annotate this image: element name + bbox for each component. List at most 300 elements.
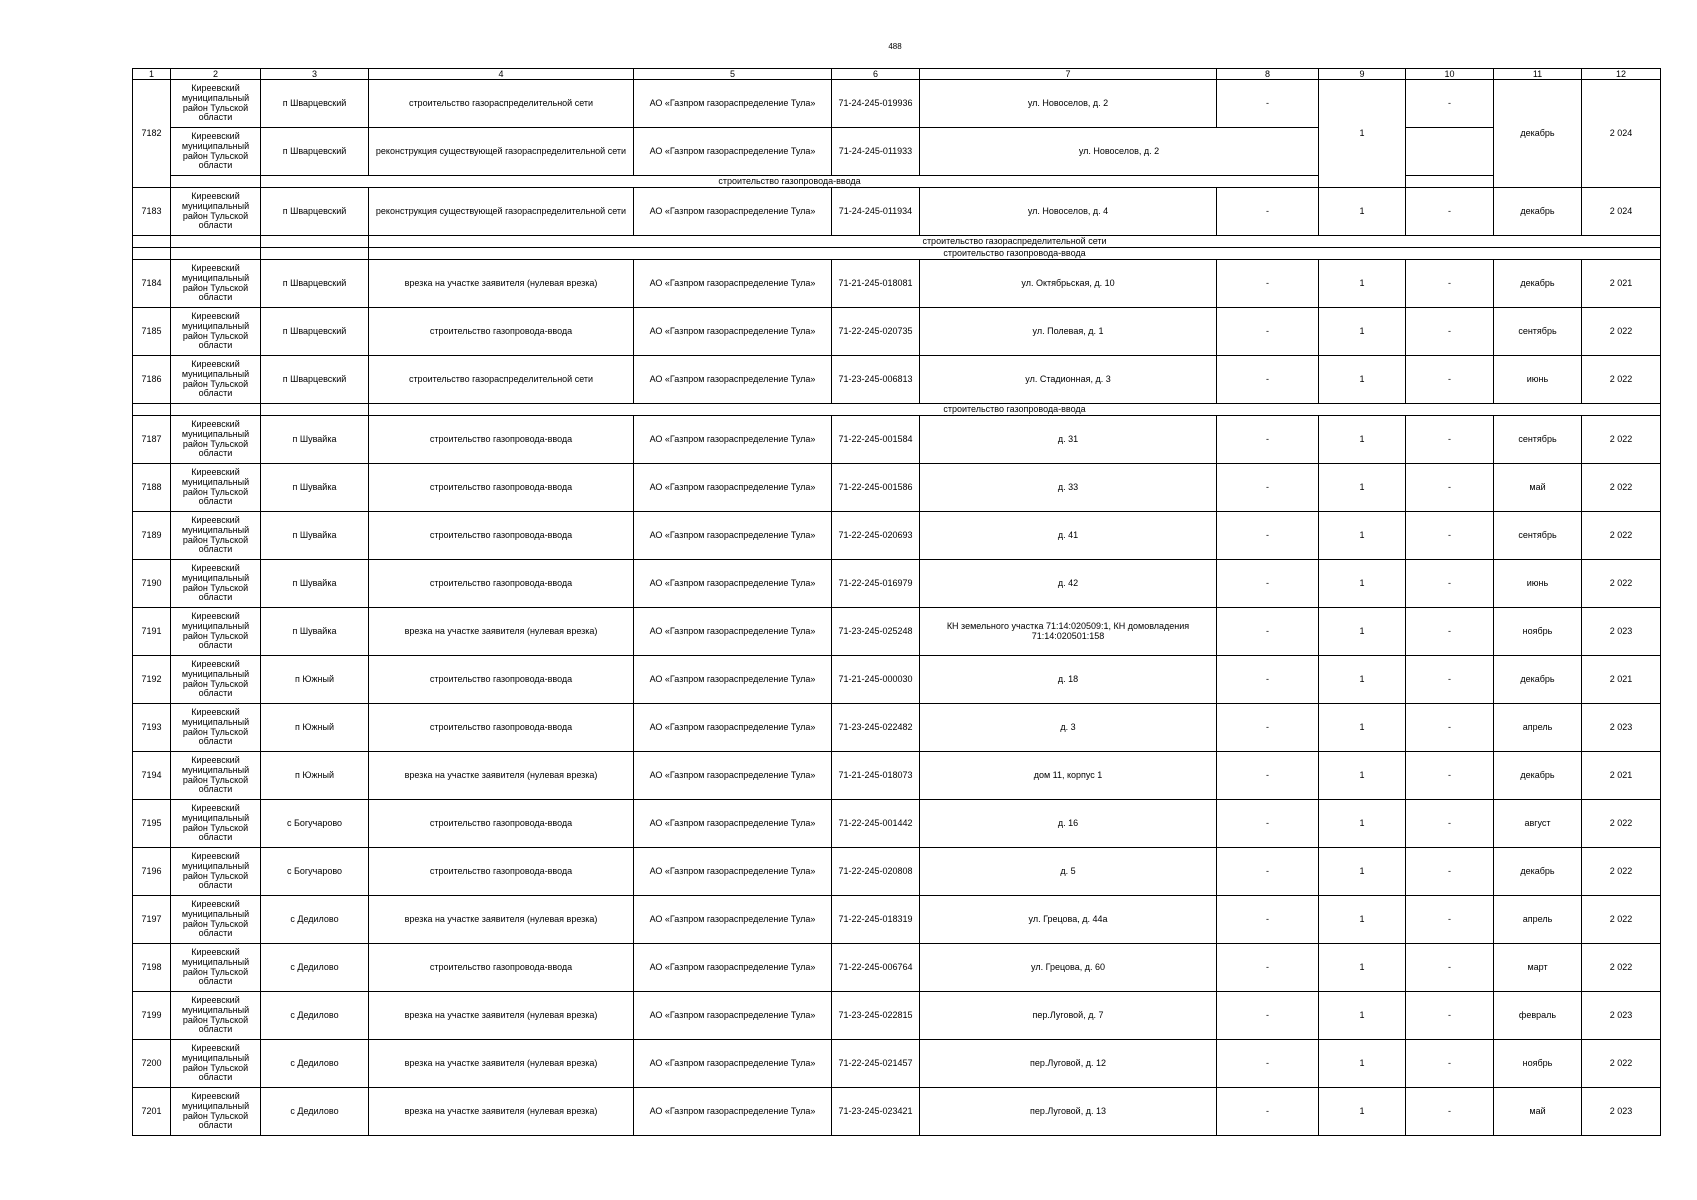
- settlement-cell: п Шварцевский: [261, 188, 369, 236]
- district-cell: Киреевский муниципальный район Тульской области: [171, 992, 261, 1040]
- year-cell: 2 021: [1582, 260, 1661, 308]
- company-cell: АО «Газпром газораспределение Тула»: [634, 752, 832, 800]
- col9-cell: 1: [1319, 752, 1406, 800]
- empty-cell: [171, 404, 261, 416]
- application-code-cell: 71-23-245-023421: [832, 1088, 920, 1136]
- table-row: [133, 1088, 1661, 1136]
- company-cell: АО «Газпром газораспределение Тула»: [634, 848, 832, 896]
- table-row: [133, 896, 1661, 944]
- month-cell: декабрь: [1494, 848, 1582, 896]
- company-cell: АО «Газпром газораспределение Тула»: [634, 560, 832, 608]
- district-cell: Киреевский муниципальный район Тульской области: [171, 512, 261, 560]
- col9-cell: 1: [1319, 1088, 1406, 1136]
- company-cell: АО «Газпром газораспределение Тула»: [634, 80, 832, 128]
- address-cell: пер.Луговой, д. 13: [920, 1088, 1217, 1136]
- district-cell: Киреевский муниципальный район Тульской области: [171, 800, 261, 848]
- district-cell: Киреевский муниципальный район Тульской области: [171, 656, 261, 704]
- settlement-cell: п Южный: [261, 656, 369, 704]
- column-header: 10: [1406, 69, 1494, 80]
- year-cell: 2 021: [1582, 656, 1661, 704]
- company-cell: АО «Газпром газораспределение Тула»: [634, 896, 832, 944]
- address-cell: КН земельного участка 71:14:020509:1, КН домовладения 71:14:020501:158: [920, 608, 1217, 656]
- column-header: 12: [1582, 69, 1661, 80]
- table-row: [133, 464, 1661, 512]
- settlement-cell: п Шварцевский: [261, 308, 369, 356]
- col8-cell: -: [1217, 1088, 1319, 1136]
- district-cell: Киреевский муниципальный район Тульской области: [171, 128, 261, 176]
- record-number: 7188: [133, 464, 171, 512]
- application-code-cell: 71-22-245-016979: [832, 560, 920, 608]
- table-row: [133, 560, 1661, 608]
- record-number: 7195: [133, 800, 171, 848]
- gas-connection-table: [132, 68, 1661, 1136]
- col8-cell: -: [1217, 896, 1319, 944]
- year-cell: 2 022: [1582, 416, 1661, 464]
- table-row: [133, 356, 1661, 404]
- company-cell: АО «Газпром газораспределение Тула»: [634, 512, 832, 560]
- col10-cell: -: [1406, 848, 1494, 896]
- address-cell: д. 5: [920, 848, 1217, 896]
- company-cell: АО «Газпром газораспределение Тула»: [634, 704, 832, 752]
- application-code-cell: 71-22-245-021457: [832, 1040, 920, 1088]
- month-cell: сентябрь: [1494, 308, 1582, 356]
- address-cell: пер.Луговой, д. 12: [920, 1040, 1217, 1088]
- address-cell: ул. Грецова, д. 44а: [920, 896, 1217, 944]
- col9-cell: 1: [1319, 1040, 1406, 1088]
- month-cell: декабрь: [1494, 656, 1582, 704]
- col9-cell: 1: [1319, 656, 1406, 704]
- record-number: 7190: [133, 560, 171, 608]
- table-row: [133, 1040, 1661, 1088]
- company-cell: АО «Газпром газораспределение Тула»: [634, 1088, 832, 1136]
- column-header: 7: [920, 69, 1217, 80]
- col10-cell: -: [1406, 704, 1494, 752]
- application-code-cell: 71-22-245-001586: [832, 464, 920, 512]
- month-cell: декабрь: [1494, 260, 1582, 308]
- record-number: 7193: [133, 704, 171, 752]
- settlement-cell: п Шварцевский: [261, 80, 369, 128]
- address-cell: пер.Луговой, д. 7: [920, 992, 1217, 1040]
- empty-cell: [261, 248, 369, 260]
- col9-cell: 1: [1319, 464, 1406, 512]
- settlement-cell: с Дедилово: [261, 992, 369, 1040]
- application-code-cell: 71-22-245-001584: [832, 416, 920, 464]
- month-cell: сентябрь: [1494, 512, 1582, 560]
- work-type-cell: строительство газопровода-ввода: [369, 704, 634, 752]
- table-row: [133, 416, 1661, 464]
- month-cell: декабрь: [1494, 80, 1582, 188]
- district-cell: Киреевский муниципальный район Тульской области: [171, 848, 261, 896]
- month-cell: сентябрь: [1494, 416, 1582, 464]
- column-header: 3: [261, 69, 369, 80]
- table-row: [133, 188, 1661, 236]
- subheading-cell: строительство газопровода-ввода: [369, 404, 1661, 416]
- district-cell: Киреевский муниципальный район Тульской области: [171, 80, 261, 128]
- district-cell: Киреевский муниципальный район Тульской области: [171, 260, 261, 308]
- page-number: 488: [888, 42, 902, 51]
- work-type-cell: врезка на участке заявителя (нулевая врезка): [369, 1040, 634, 1088]
- record-number: 7196: [133, 848, 171, 896]
- settlement-cell: с Богучарово: [261, 800, 369, 848]
- subheading-row: [133, 176, 1661, 188]
- empty-cell: [133, 404, 171, 416]
- empty-cell: [1406, 176, 1494, 188]
- company-cell: АО «Газпром газораспределение Тула»: [634, 992, 832, 1040]
- empty-cell: [133, 248, 171, 260]
- company-cell: АО «Газпром газораспределение Тула»: [634, 800, 832, 848]
- col10-cell: -: [1406, 308, 1494, 356]
- company-cell: АО «Газпром газораспределение Тула»: [634, 416, 832, 464]
- col9-cell: 1: [1319, 704, 1406, 752]
- table-row: [133, 80, 1661, 128]
- address-cell: д. 16: [920, 800, 1217, 848]
- year-cell: 2 022: [1582, 308, 1661, 356]
- month-cell: август: [1494, 800, 1582, 848]
- month-cell: ноябрь: [1494, 608, 1582, 656]
- settlement-cell: п Шувайка: [261, 560, 369, 608]
- work-type-cell: строительство газораспределительной сети: [369, 356, 634, 404]
- column-header: 8: [1217, 69, 1319, 80]
- col10-cell: -: [1406, 944, 1494, 992]
- application-code-cell: 71-24-245-011933: [832, 128, 920, 176]
- year-cell: 2 023: [1582, 1088, 1661, 1136]
- address-cell: д. 41: [920, 512, 1217, 560]
- record-number: 7197: [133, 896, 171, 944]
- month-cell: май: [1494, 464, 1582, 512]
- work-type-cell: строительство газопровода-ввода: [369, 944, 634, 992]
- table-row: [133, 512, 1661, 560]
- company-cell: АО «Газпром газораспределение Тула»: [634, 356, 832, 404]
- month-cell: май: [1494, 1088, 1582, 1136]
- col9-cell: 1: [1319, 188, 1406, 236]
- settlement-cell: п Южный: [261, 704, 369, 752]
- column-header: 2: [171, 69, 261, 80]
- col8-cell: -: [1217, 260, 1319, 308]
- year-cell: 2 024: [1582, 80, 1661, 188]
- col9-cell: 1: [1319, 560, 1406, 608]
- address-cell: д. 3: [920, 704, 1217, 752]
- work-type-cell: строительство газопровода-ввода: [369, 800, 634, 848]
- col8-cell: -: [1217, 560, 1319, 608]
- empty-cell: [171, 248, 261, 260]
- col10-cell: -: [1406, 512, 1494, 560]
- district-cell: Киреевский муниципальный район Тульской области: [171, 752, 261, 800]
- settlement-cell: п Шварцевский: [261, 260, 369, 308]
- table-row: [133, 656, 1661, 704]
- work-type-cell: строительство газопровода-ввода: [369, 656, 634, 704]
- work-type-cell: строительство газопровода-ввода: [369, 416, 634, 464]
- col10-cell: -: [1406, 416, 1494, 464]
- application-code-cell: 71-22-245-006764: [832, 944, 920, 992]
- empty-cell: [133, 236, 171, 248]
- record-number: 7186: [133, 356, 171, 404]
- col9-cell: 1: [1319, 848, 1406, 896]
- settlement-cell: с Дедилово: [261, 944, 369, 992]
- address-cell: ул. Полевая, д. 1: [920, 308, 1217, 356]
- record-number: 7184: [133, 260, 171, 308]
- subheading-cell: строительство газопровода-ввода: [261, 176, 1319, 188]
- application-code-cell: 71-24-245-019936: [832, 80, 920, 128]
- application-code-cell: 71-23-245-025248: [832, 608, 920, 656]
- table-row: [133, 992, 1661, 1040]
- settlement-cell: с Богучарово: [261, 848, 369, 896]
- work-type-cell: реконструкция существующей газораспределительной сети: [369, 128, 634, 176]
- col8-cell: -: [1217, 752, 1319, 800]
- col8-cell: -: [1217, 1040, 1319, 1088]
- col8-cell: -: [1217, 944, 1319, 992]
- col10-cell: -: [1406, 560, 1494, 608]
- col10-cell: -: [1406, 260, 1494, 308]
- work-type-cell: врезка на участке заявителя (нулевая врезка): [369, 752, 634, 800]
- col8-cell: -: [1217, 992, 1319, 1040]
- district-cell: Киреевский муниципальный район Тульской области: [171, 608, 261, 656]
- company-cell: АО «Газпром газораспределение Тула»: [634, 188, 832, 236]
- address-cell: д. 31: [920, 416, 1217, 464]
- col10-cell: -: [1406, 188, 1494, 236]
- column-header: 6: [832, 69, 920, 80]
- application-code-cell: 71-23-245-022482: [832, 704, 920, 752]
- address-cell: ул. Октябрьская, д. 10: [920, 260, 1217, 308]
- work-type-cell: врезка на участке заявителя (нулевая врезка): [369, 896, 634, 944]
- col8-cell: -: [1217, 608, 1319, 656]
- settlement-cell: п Шварцевский: [261, 128, 369, 176]
- month-cell: декабрь: [1494, 188, 1582, 236]
- application-code-cell: 71-21-245-018073: [832, 752, 920, 800]
- table-row: [133, 800, 1661, 848]
- year-cell: 2 023: [1582, 608, 1661, 656]
- settlement-cell: п Южный: [261, 752, 369, 800]
- application-code-cell: 71-22-245-018319: [832, 896, 920, 944]
- district-cell: Киреевский муниципальный район Тульской области: [171, 416, 261, 464]
- col10-cell: -: [1406, 608, 1494, 656]
- col8-cell: -: [1217, 308, 1319, 356]
- address-cell: д. 18: [920, 656, 1217, 704]
- column-header: 5: [634, 69, 832, 80]
- col10-cell: -: [1406, 896, 1494, 944]
- col8-cell: -: [1217, 188, 1319, 236]
- record-number: 7191: [133, 608, 171, 656]
- company-cell: АО «Газпром газораспределение Тула»: [634, 944, 832, 992]
- col9-cell: 1: [1319, 308, 1406, 356]
- settlement-cell: п Шувайка: [261, 464, 369, 512]
- col9-cell: 1: [1319, 416, 1406, 464]
- company-cell: АО «Газпром газораспределение Тула»: [634, 260, 832, 308]
- district-cell: Киреевский муниципальный район Тульской области: [171, 944, 261, 992]
- work-type-cell: строительство газопровода-ввода: [369, 560, 634, 608]
- address-cell: ул. Новоселов, д. 2: [920, 128, 1319, 176]
- company-cell: АО «Газпром газораспределение Тула»: [634, 1040, 832, 1088]
- year-cell: 2 022: [1582, 800, 1661, 848]
- col10-cell: -: [1406, 1040, 1494, 1088]
- application-code-cell: 71-21-245-018081: [832, 260, 920, 308]
- col8-cell: -: [1217, 80, 1319, 128]
- work-type-cell: врезка на участке заявителя (нулевая врезка): [369, 608, 634, 656]
- month-cell: апрель: [1494, 704, 1582, 752]
- work-type-cell: строительство газораспределительной сети: [369, 80, 634, 128]
- col9-cell: 1: [1319, 896, 1406, 944]
- col8-cell: -: [1217, 704, 1319, 752]
- settlement-cell: п Шварцевский: [261, 356, 369, 404]
- application-code-cell: 71-22-245-020693: [832, 512, 920, 560]
- col8-cell: -: [1217, 848, 1319, 896]
- district-cell: Киреевский муниципальный район Тульской области: [171, 1040, 261, 1088]
- company-cell: АО «Газпром газораспределение Тула»: [634, 308, 832, 356]
- col10-cell: -: [1406, 356, 1494, 404]
- column-header: 4: [369, 69, 634, 80]
- settlement-cell: с Дедилово: [261, 1040, 369, 1088]
- subheading-cell: строительство газопровода-ввода: [369, 248, 1661, 260]
- work-type-cell: врезка на участке заявителя (нулевая врезка): [369, 1088, 634, 1136]
- subheading-cell: строительство газораспределительной сети: [369, 236, 1661, 248]
- col8-cell: -: [1217, 416, 1319, 464]
- month-cell: апрель: [1494, 896, 1582, 944]
- table-row: [133, 944, 1661, 992]
- table-row: [133, 260, 1661, 308]
- district-cell: Киреевский муниципальный район Тульской области: [171, 188, 261, 236]
- year-cell: 2 022: [1582, 1040, 1661, 1088]
- application-code-cell: 71-22-245-020808: [832, 848, 920, 896]
- settlement-cell: п Шувайка: [261, 608, 369, 656]
- district-cell: Киреевский муниципальный район Тульской области: [171, 704, 261, 752]
- settlement-cell: п Шувайка: [261, 512, 369, 560]
- application-code-cell: 71-23-245-022815: [832, 992, 920, 1040]
- district-cell: Киреевский муниципальный район Тульской области: [171, 356, 261, 404]
- col9-cell: 1: [1319, 356, 1406, 404]
- col9-cell: 1: [1319, 800, 1406, 848]
- address-cell: дом 11, корпус 1: [920, 752, 1217, 800]
- year-cell: 2 022: [1582, 512, 1661, 560]
- column-header: 1: [133, 69, 171, 80]
- work-type-cell: строительство газопровода-ввода: [369, 512, 634, 560]
- work-type-cell: строительство газопровода-ввода: [369, 308, 634, 356]
- company-cell: АО «Газпром газораспределение Тула»: [634, 656, 832, 704]
- record-number: 7194: [133, 752, 171, 800]
- col8-cell: -: [1217, 800, 1319, 848]
- application-code-cell: 71-21-245-000030: [832, 656, 920, 704]
- company-cell: АО «Газпром газораспределение Тула»: [634, 608, 832, 656]
- month-cell: июнь: [1494, 560, 1582, 608]
- col9-cell: 1: [1319, 608, 1406, 656]
- record-number: 7192: [133, 656, 171, 704]
- settlement-cell: с Дедилово: [261, 1088, 369, 1136]
- district-cell: Киреевский муниципальный район Тульской области: [171, 1088, 261, 1136]
- subheading-row: [133, 236, 1661, 248]
- col10-cell: -: [1406, 800, 1494, 848]
- year-cell: 2 022: [1582, 896, 1661, 944]
- year-cell: 2 022: [1582, 944, 1661, 992]
- settlement-cell: п Шувайка: [261, 416, 369, 464]
- year-cell: 2 022: [1582, 848, 1661, 896]
- col8-cell: -: [1217, 512, 1319, 560]
- year-cell: 2 024: [1582, 188, 1661, 236]
- year-cell: 2 023: [1582, 992, 1661, 1040]
- work-type-cell: врезка на участке заявителя (нулевая врезка): [369, 992, 634, 1040]
- empty-cell: [261, 236, 369, 248]
- table-row: [133, 308, 1661, 356]
- record-number: 7185: [133, 308, 171, 356]
- col9-cell: 1: [1319, 944, 1406, 992]
- empty-cell: [171, 176, 261, 188]
- col10-cell: -: [1406, 1088, 1494, 1136]
- table-row: [133, 128, 1661, 176]
- application-code-cell: 71-22-245-020735: [832, 308, 920, 356]
- empty-cell: [261, 404, 369, 416]
- col8-cell: -: [1217, 464, 1319, 512]
- year-cell: 2 022: [1582, 464, 1661, 512]
- district-cell: Киреевский муниципальный район Тульской области: [171, 896, 261, 944]
- table-row: [133, 752, 1661, 800]
- work-type-cell: реконструкция существующей газораспределительной сети: [369, 188, 634, 236]
- company-cell: АО «Газпром газораспределение Тула»: [634, 128, 832, 176]
- header-row: [133, 69, 1661, 80]
- table-row: [133, 848, 1661, 896]
- record-number: 7189: [133, 512, 171, 560]
- address-cell: ул. Новоселов, д. 4: [920, 188, 1217, 236]
- column-header: 9: [1319, 69, 1406, 80]
- subheading-row: [133, 404, 1661, 416]
- record-number: 7183: [133, 188, 171, 236]
- col9-cell: 1: [1319, 512, 1406, 560]
- subheading-row: [133, 248, 1661, 260]
- year-cell: 2 023: [1582, 704, 1661, 752]
- table-row: [133, 608, 1661, 656]
- record-number: 7198: [133, 944, 171, 992]
- record-number: 7187: [133, 416, 171, 464]
- record-number: 7199: [133, 992, 171, 1040]
- col10-cell: [1406, 128, 1494, 176]
- work-type-cell: врезка на участке заявителя (нулевая врезка): [369, 260, 634, 308]
- address-cell: ул. Грецова, д. 60: [920, 944, 1217, 992]
- application-code-cell: 71-24-245-011934: [832, 188, 920, 236]
- col10-cell: -: [1406, 656, 1494, 704]
- col9-cell: 1: [1319, 260, 1406, 308]
- application-code-cell: 71-23-245-006813: [832, 356, 920, 404]
- col10-cell: -: [1406, 80, 1494, 128]
- year-cell: 2 021: [1582, 752, 1661, 800]
- settlement-cell: с Дедилово: [261, 896, 369, 944]
- record-number: 7201: [133, 1088, 171, 1136]
- record-number: 7182: [133, 80, 171, 188]
- col9-cell: 1: [1319, 80, 1406, 188]
- district-cell: Киреевский муниципальный район Тульской области: [171, 464, 261, 512]
- month-cell: ноябрь: [1494, 1040, 1582, 1088]
- col8-cell: -: [1217, 356, 1319, 404]
- company-cell: АО «Газпром газораспределение Тула»: [634, 464, 832, 512]
- address-cell: д. 33: [920, 464, 1217, 512]
- col10-cell: -: [1406, 992, 1494, 1040]
- empty-cell: [171, 236, 261, 248]
- month-cell: июнь: [1494, 356, 1582, 404]
- district-cell: Киреевский муниципальный район Тульской области: [171, 560, 261, 608]
- col10-cell: -: [1406, 464, 1494, 512]
- address-cell: ул. Стадионная, д. 3: [920, 356, 1217, 404]
- application-code-cell: 71-22-245-001442: [832, 800, 920, 848]
- address-cell: ул. Новоселов, д. 2: [920, 80, 1217, 128]
- address-cell: д. 42: [920, 560, 1217, 608]
- month-cell: февраль: [1494, 992, 1582, 1040]
- work-type-cell: строительство газопровода-ввода: [369, 464, 634, 512]
- work-type-cell: строительство газопровода-ввода: [369, 848, 634, 896]
- month-cell: март: [1494, 944, 1582, 992]
- district-cell: Киреевский муниципальный район Тульской области: [171, 308, 261, 356]
- record-number: 7200: [133, 1040, 171, 1088]
- column-header: 11: [1494, 69, 1582, 80]
- col8-cell: -: [1217, 656, 1319, 704]
- year-cell: 2 022: [1582, 560, 1661, 608]
- table-row: [133, 704, 1661, 752]
- year-cell: 2 022: [1582, 356, 1661, 404]
- col10-cell: -: [1406, 752, 1494, 800]
